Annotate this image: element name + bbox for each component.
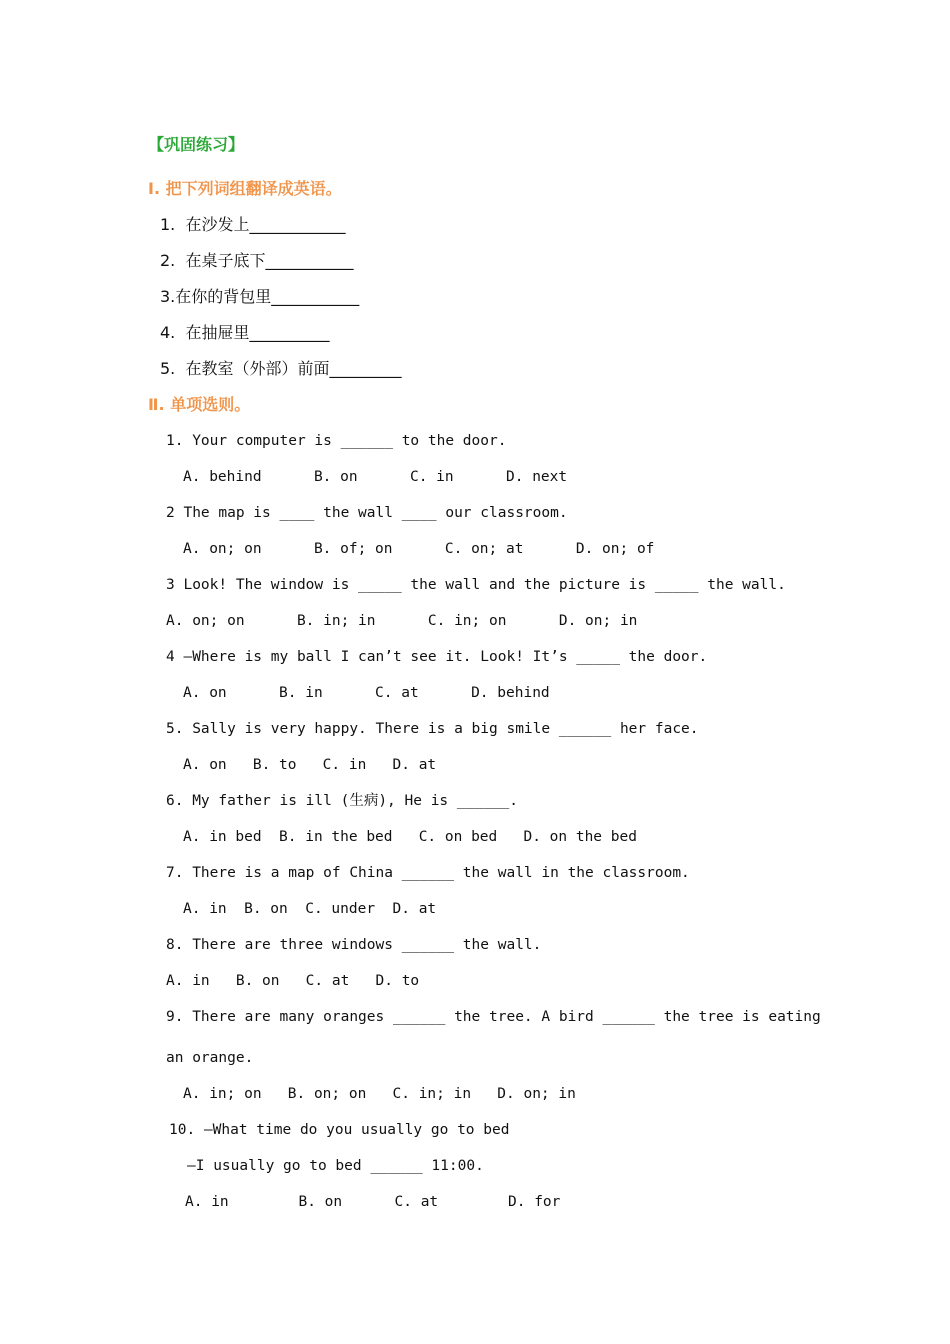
question-line: 7. There is a map of China ______ the wall in the classroom. <box>166 865 690 881</box>
options-line: A. on B. in C. at D. behind <box>183 685 550 701</box>
question-line: 2 The map is ____ the wall ____ our classroom. <box>166 505 568 521</box>
question-line: 5. Sally is very happy. There is a big smile ______ her face. <box>166 721 699 737</box>
question-line: 4 —Where is my ball I can’t see it. Look! It’s _____ the door. <box>166 649 708 665</box>
part1-item: 1. 在沙发上____________ <box>160 215 346 234</box>
options-line: A. in; on B. on; on C. in; in D. on; in <box>183 1086 576 1102</box>
part1-item: 5. 在教室（外部）前面_________ <box>160 359 402 378</box>
question-line: 6. My father is ill (生病), He is ______. <box>166 793 519 809</box>
options-line: A. in B. on C. at D. to <box>166 973 420 989</box>
part2-heading: Ⅱ. 单项选则。 <box>148 395 251 414</box>
options-line: A. in bed B. in the bed C. on bed D. on the bed <box>183 829 637 845</box>
question-line: 10. —What time do you usually go to bed <box>169 1122 510 1138</box>
options-line: A. on B. to C. in D. at <box>183 757 437 773</box>
options-line: A. on; on B. in; in C. in; on D. on; in <box>166 613 638 629</box>
question-line-continued: an orange. <box>166 1050 254 1066</box>
question-line: 1. Your computer is ______ to the door. <box>166 433 507 449</box>
options-line: A. in B. on C. at D. for <box>185 1194 561 1210</box>
options-line: A. behind B. on C. in D. next <box>183 469 568 485</box>
question-line: 3 Look! The window is _____ the wall and the picture is _____ the wall. <box>166 577 786 593</box>
part1-item: 4. 在抽屉里__________ <box>160 323 330 342</box>
question-line: 9. There are many oranges ______ the tree. A bird ______ the tree is eating <box>166 1009 821 1025</box>
options-line: A. on; on B. of; on C. on; at D. on; of <box>183 541 655 557</box>
part1-heading: Ⅰ. 把下列词组翻译成英语。 <box>148 179 342 198</box>
question-line: 8. There are three windows ______ the wall. <box>166 937 542 953</box>
question-line-continued: —I usually go to bed ______ 11:00. <box>187 1158 484 1174</box>
part1-item: 3.在你的背包里___________ <box>160 287 360 306</box>
part1-item: 2. 在桌子底下___________ <box>160 251 354 270</box>
section-title: 【巩固练习】 <box>148 135 245 154</box>
options-line: A. in B. on C. under D. at <box>183 901 437 917</box>
